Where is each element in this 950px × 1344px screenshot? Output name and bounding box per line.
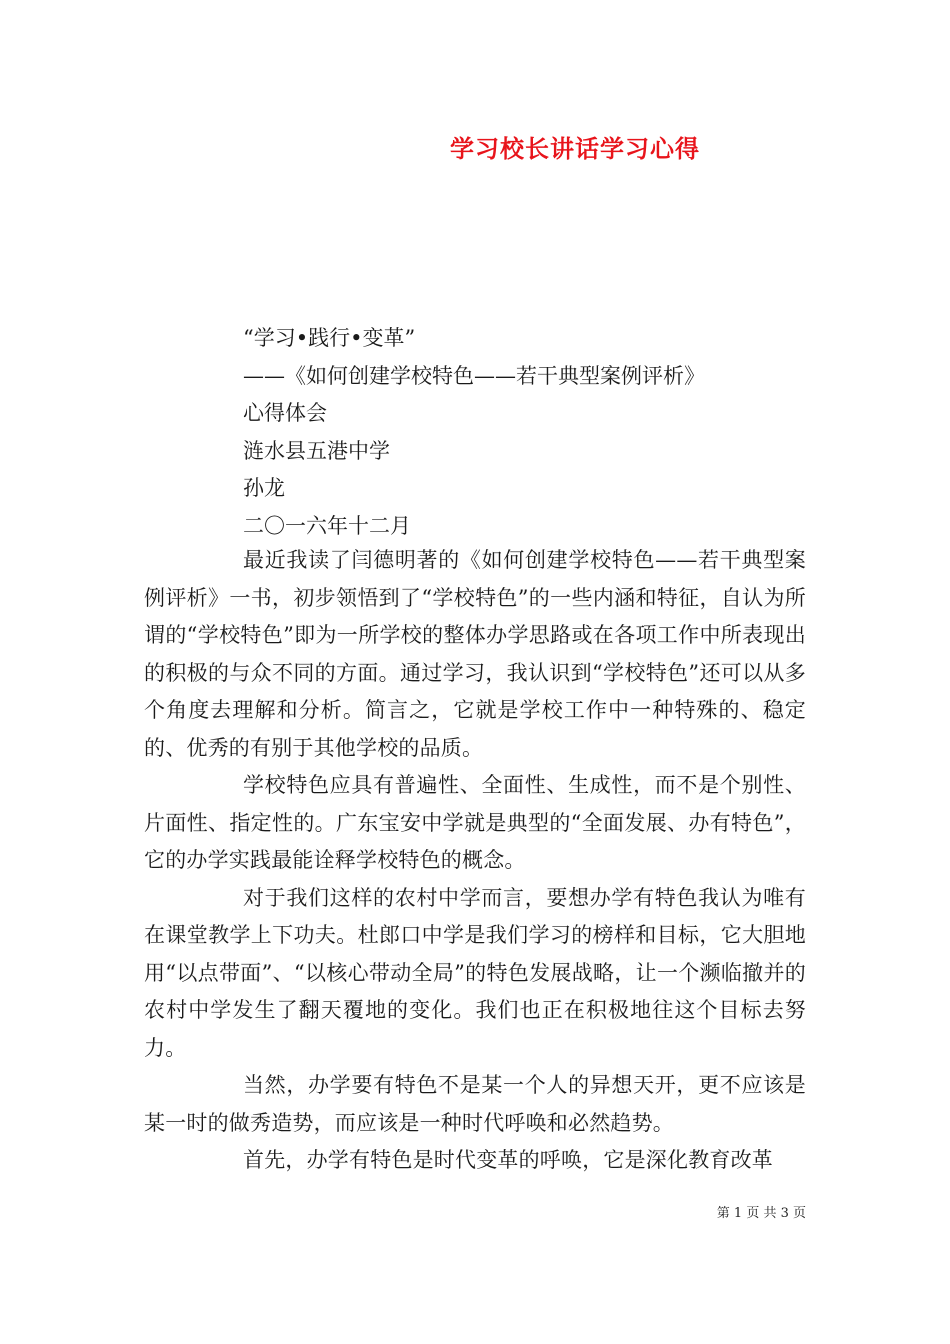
paragraph: 学校特色应具有普遍性、全面性、生成性，而不是个别性、片面性、指定性的。广东宝安中学就是典型的“全面发展、办有特色”，它的办学实践最能诠释学校特色的概念。 [144, 773, 806, 872]
body-text [144, 542, 806, 1180]
heading-line: 心得体会 [243, 401, 327, 425]
subtitle-line: “学习•践行•变革” [243, 326, 416, 350]
paragraph: 最近我读了闫德明著的《如何创建学校特色——若干典型案例评析》一书，初步领悟到了“学校特色”的一些内涵和特征，自认为所谓的“学校特色”即为一所学校的整体办学思路或在各项工作中所表现出的积极的与众不同的方面。通过学习，我认识到“学校特色”还可以从多个角度去理解和分析。简言之，它就是学校工作中一种特殊的、稳定的、优秀的有别于其他学校的品质。 [144, 548, 806, 760]
paragraph: 首先，办学有特色是时代变革的呼唤，它是深化教育改革 [243, 1148, 773, 1172]
front-matter [243, 320, 843, 545]
date-line: 二〇一六年十二月 [243, 513, 411, 538]
book-title-line: ——《如何创建学校特色——若干典型案例评析》 [243, 363, 705, 388]
document-title: 学习校长讲话学习心得 [450, 134, 700, 163]
school-name: 涟水县五港中学 [243, 438, 390, 463]
paragraph: 对于我们这样的农村中学而言，要想办学有特色我认为唯有在课堂教学上下功夫。杜郎口中学是我们学习的榜样和目标，它大胆地用“以点带面”、“以核心带动全局”的特色发展战略，让一个濒临撤并的农村中学发生了翻天覆地的变化。我们也正在积极地往这个目标去努力。 [144, 885, 806, 1060]
author-name: 孙龙 [243, 476, 285, 500]
page-footer: 第 1 页 共 3 页 [716, 1206, 806, 1221]
paragraph: 当然，办学要有特色不是某一个人的异想天开，更不应该是某一时的做秀造势，而应该是一种时代呼唤和必然趋势。 [144, 1073, 806, 1135]
